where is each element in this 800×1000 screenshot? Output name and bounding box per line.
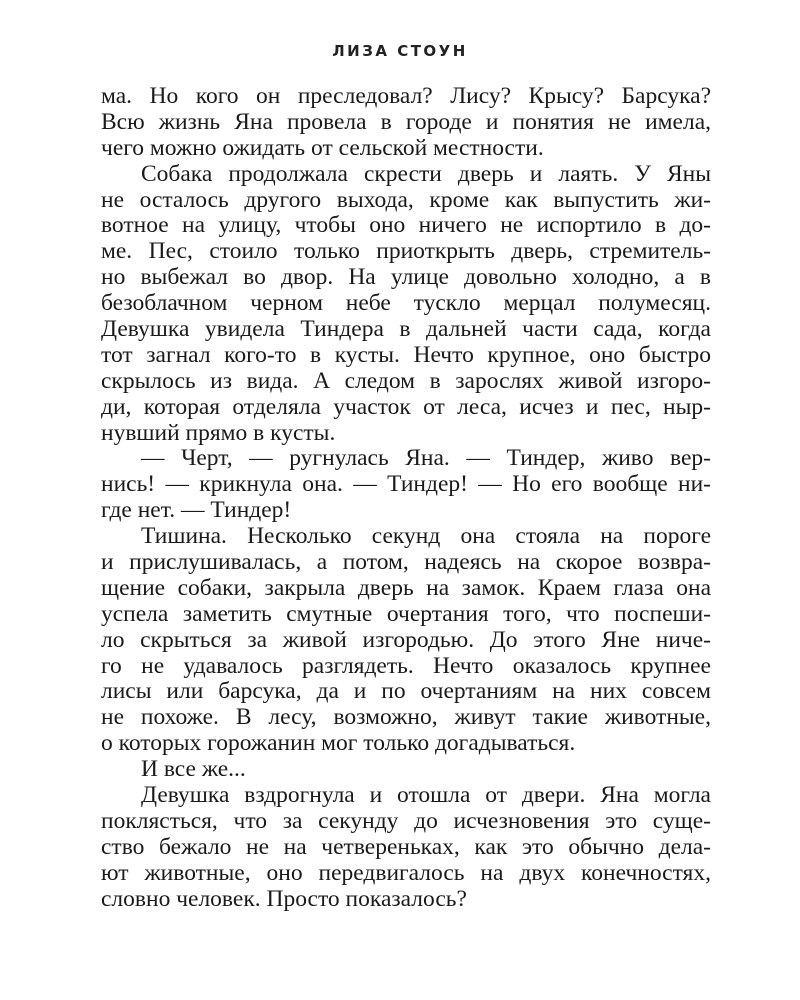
text-line: о которых горожанин мог только догадываться. <box>101 730 576 757</box>
text-line: словно человек. Просто показалось? <box>101 885 467 912</box>
text-line: Всю жизнь Яна провела в городе и понятия не имела, <box>101 108 711 135</box>
text-line: где нет. — Тиндер! <box>101 497 292 524</box>
text-line: ство бежало не на четвереньках, как это обычно дела- <box>101 833 711 860</box>
text-line: успела заметить смутные очертания того, что поспеши- <box>101 600 711 627</box>
text-line: Девушка увидела Тиндера в дальней части сада, когда <box>101 316 711 343</box>
text-line: Девушка вздрогнула и отошла от двери. Яна могла <box>141 782 711 809</box>
text-line: но выбежал во двор. На улице довольно холодно, а в <box>101 264 711 291</box>
text-line: ме. Пес, стоило только приоткрыть дверь, стремитель- <box>101 238 711 265</box>
body-text <box>101 84 711 913</box>
text-line: и прислушивалась, а потом, надеясь на скорое возвра- <box>101 549 711 576</box>
text-line: ют животные, оно передвигалось на двух конечностях, <box>101 859 711 886</box>
text-line: нись! — крикнула она. — Тиндер! — Но его вообще ни- <box>101 471 711 498</box>
text-line: Тишина. Несколько секунд она стояла на пороге <box>141 523 711 550</box>
text-line: щение собаки, закрыла дверь на замок. Краем глаза она <box>101 574 711 601</box>
text-line: — Черт, — ругнулась Яна. — Тиндер, живо вер- <box>141 445 711 472</box>
text-line: ло скрыться за живой изгородью. До этого Яне ниче- <box>101 626 711 653</box>
text-line: безоблачном черном небе тускло мерцал полумесяц. <box>101 290 711 317</box>
text-line: нувший прямо в кусты. <box>101 419 336 446</box>
running-header-author: ЛИЗА СТОУН <box>332 42 468 60</box>
text-line: поклясться, что за секунду до исчезновения это суще- <box>101 807 711 834</box>
text-line: И все же... <box>141 756 246 783</box>
text-line: тот загнал кого-то в кусты. Нечто крупное, оно быстро <box>101 341 711 368</box>
text-line: вотное на улицу, чтобы оно ничего не испортило в до- <box>101 212 711 239</box>
text-line: не осталось другого выхода, кроме как выпустить жи- <box>101 186 711 213</box>
text-line: го не удавалось разглядеть. Нечто оказалось крупнее <box>101 652 711 679</box>
text-line: чего можно ожидать от сельской местности. <box>101 134 544 161</box>
text-line: не похоже. В лесу, возможно, живут такие животные, <box>101 704 711 731</box>
text-line: ма. Но кого он преследовал? Лису? Крысу? Барсука? <box>101 83 711 109</box>
text-line: лисы или барсука, да и по очертаниям на них совсем <box>101 678 711 705</box>
text-line: Собака продолжала скрести дверь и лаять. У Яны <box>141 160 711 187</box>
text-line: скрылось из вида. А следом в зарослях живой изгоро- <box>101 367 711 394</box>
text-line: ди, которая отделяла участок от леса, исчез и пес, ныр- <box>101 393 711 420</box>
